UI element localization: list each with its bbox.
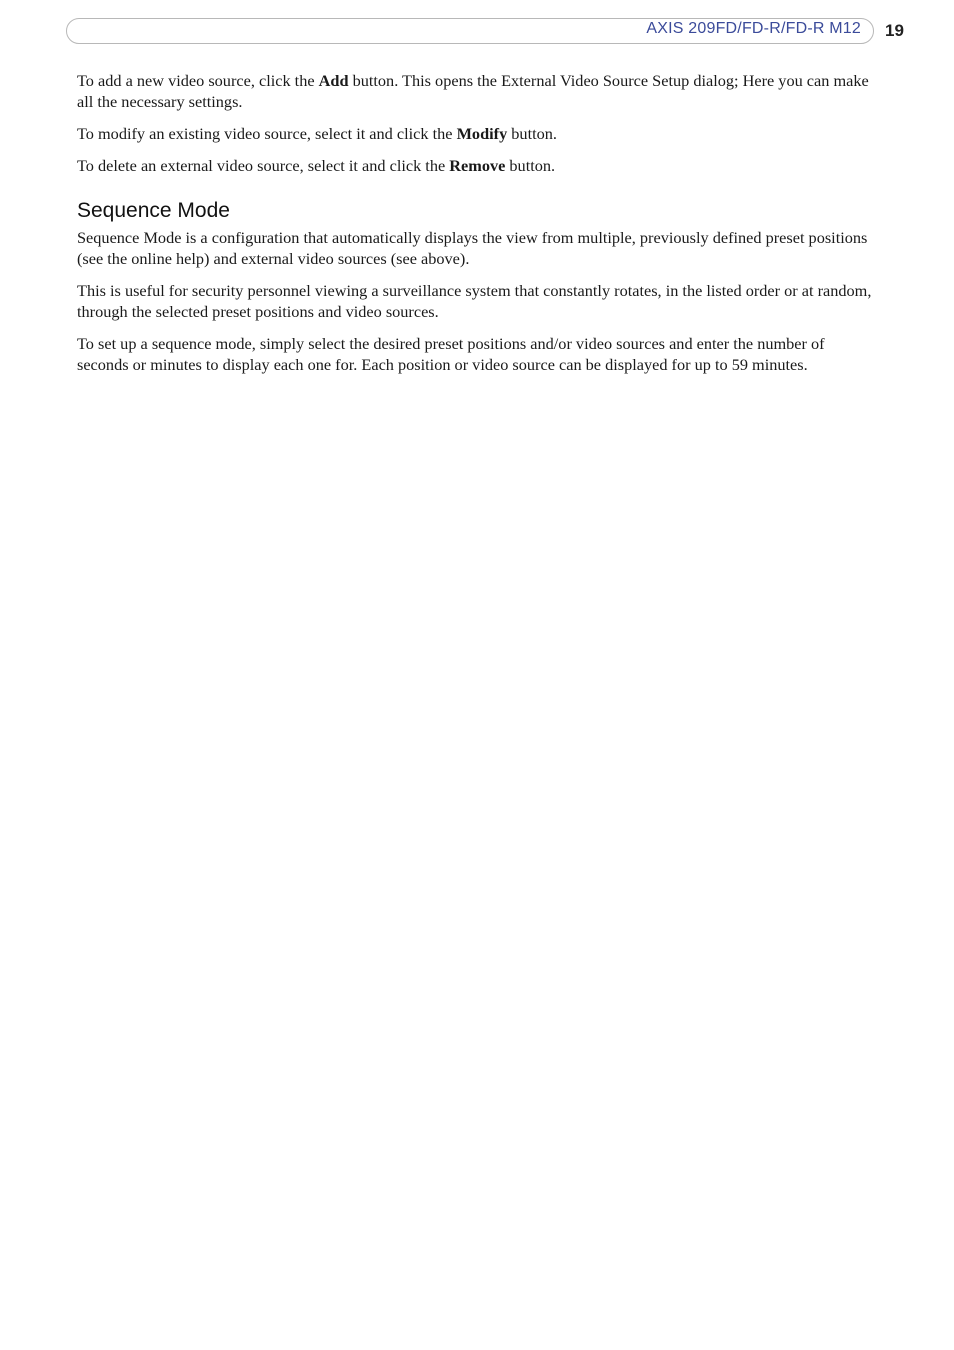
sequence-mode-paragraph: To set up a sequence mode, simply select the desired preset positions and/or video sources and enter the number of seconds or minutes to display each one for. Each position or video source can be displayed for up to 59 minutes. (77, 334, 825, 374)
sequence-mode-paragraph: This is useful for security personnel viewing a surveillance system that constantly rotates, in the listed order or at random, through the selected preset positions and video sources. (77, 281, 872, 321)
page-number: 19 (885, 21, 904, 40)
remove-button-label: Remove (449, 156, 506, 175)
remove-source-paragraph: To delete an external video source, select it and click the Remove button. (77, 156, 556, 175)
add-button-label: Add (318, 71, 349, 90)
section-heading-sequence-mode: Sequence Mode (77, 199, 230, 222)
modify-source-paragraph: To modify an existing video source, select it and click the Modify button. (77, 124, 557, 143)
document-title: AXIS 209FD/FD-R/FD-R M12 (646, 20, 861, 37)
sequence-mode-paragraph: Sequence Mode is a configuration that automatically displays the view from multiple, previously defined preset positions (see the online help) and external video sources (see above). (77, 228, 868, 268)
add-source-paragraph: To add a new video source, click the Add button. This opens the External Video Source Setup dialog; Here you can make all the necessary settings. (77, 71, 869, 111)
modify-button-label: Modify (456, 124, 508, 143)
page-content (77, 70, 877, 386)
